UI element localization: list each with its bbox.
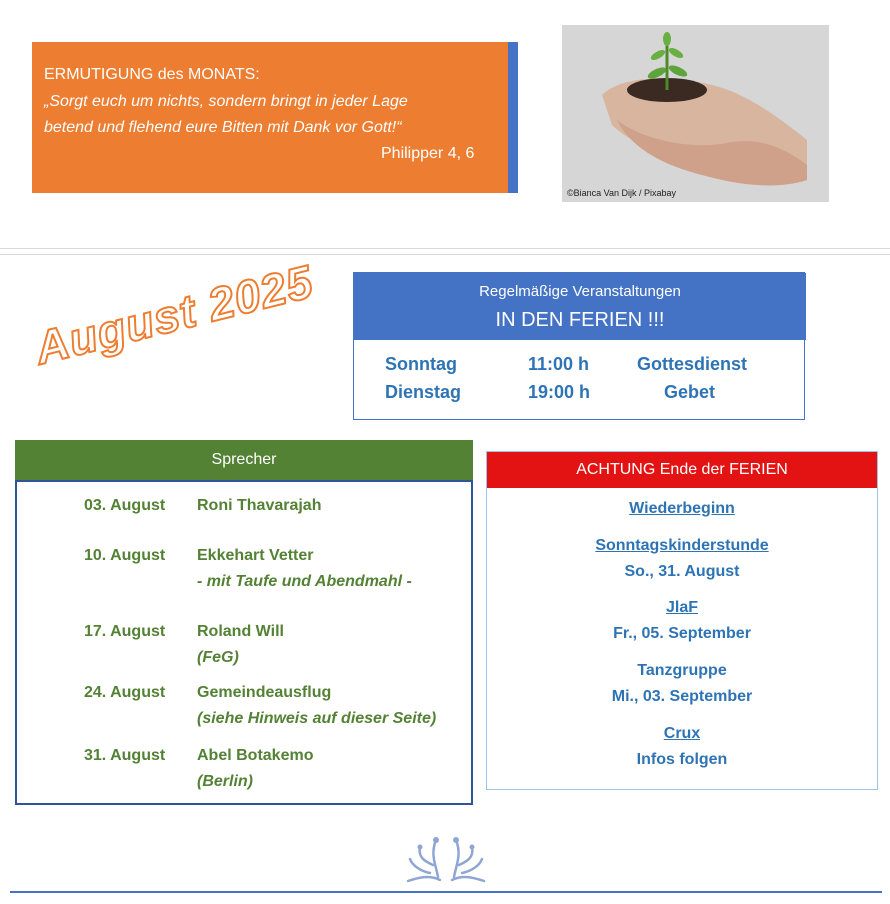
attention-title: ACHTUNG Ende der FERIEN xyxy=(576,461,788,478)
speaker-note: (FeG) xyxy=(197,649,239,666)
attention-link-jlaf[interactable]: JlaF xyxy=(665,599,698,616)
encouragement-quote-line2: betend und flehend eure Bitten mit Dank vor Gott!“ xyxy=(44,119,402,136)
speaker-date: 31. August xyxy=(84,747,166,764)
speaker-date: 17. August xyxy=(84,623,166,640)
attention-link-wiederbeginn[interactable]: Wiederbeginn xyxy=(629,500,735,517)
encouragement-reference: Philipper 4, 6 xyxy=(381,145,475,162)
attention-link-crux[interactable]: Crux xyxy=(663,725,701,742)
attention-link-sonntagskinderstunde[interactable]: Sonntagskinderstunde xyxy=(595,537,769,554)
encouragement-heading: ERMUTIGUNG des MONATS: xyxy=(44,66,260,83)
regular-event: Gebet xyxy=(664,382,716,402)
regular-event: Gottesdienst xyxy=(637,354,748,374)
regular-events-title: IN DEN FERIEN !!! xyxy=(495,309,665,331)
attention-info: Infos folgen xyxy=(636,751,728,768)
speaker-note: (siehe Hinweis auf dieser Seite) xyxy=(197,710,437,727)
separator-line xyxy=(0,248,890,249)
encouragement-accent-bar xyxy=(508,42,518,193)
speaker-name: Gemeindeausflug xyxy=(197,684,332,701)
speaker-date: 10. August xyxy=(84,547,166,564)
attention-date: Mi., 03. September xyxy=(611,688,753,705)
attention-group-tanzgruppe: Tanzgruppe xyxy=(637,662,727,679)
speaker-date: 24. August xyxy=(84,684,166,701)
regular-time: 19:00 h xyxy=(528,382,591,402)
footer-line xyxy=(10,891,882,893)
month-title: August 2025 xyxy=(29,254,319,375)
speaker-name: Ekkehart Vetter xyxy=(197,547,314,564)
regular-events-subtitle: Regelmäßige Veranstaltungen xyxy=(479,283,681,300)
regular-time: 11:00 h xyxy=(528,354,590,374)
speaker-note: - mit Taufe und Abendmahl - xyxy=(197,573,412,590)
speakers-title: Sprecher xyxy=(211,451,277,468)
photo-credit: ©Bianca Van Dijk / Pixabay xyxy=(567,188,677,198)
speaker-name: Roland Will xyxy=(197,623,284,640)
floral-ornament-icon xyxy=(400,835,492,885)
speaker-name: Roni Thavarajah xyxy=(197,497,322,514)
speaker-name: Abel Botakemo xyxy=(197,747,314,764)
attention-date: Fr., 05. September xyxy=(613,625,751,642)
seedling-hands-image xyxy=(562,25,829,202)
encouragement-box xyxy=(32,42,508,193)
regular-day: Sonntag xyxy=(385,354,457,374)
regular-day: Dienstag xyxy=(385,382,462,402)
speaker-date: 03. August xyxy=(84,497,166,514)
speaker-note: (Berlin) xyxy=(197,773,253,790)
attention-date: So., 31. August xyxy=(624,563,740,580)
encouragement-quote-line1: „Sorgt euch um nichts, sondern bringt in jeder Lage xyxy=(44,93,408,110)
separator-line xyxy=(0,254,890,255)
